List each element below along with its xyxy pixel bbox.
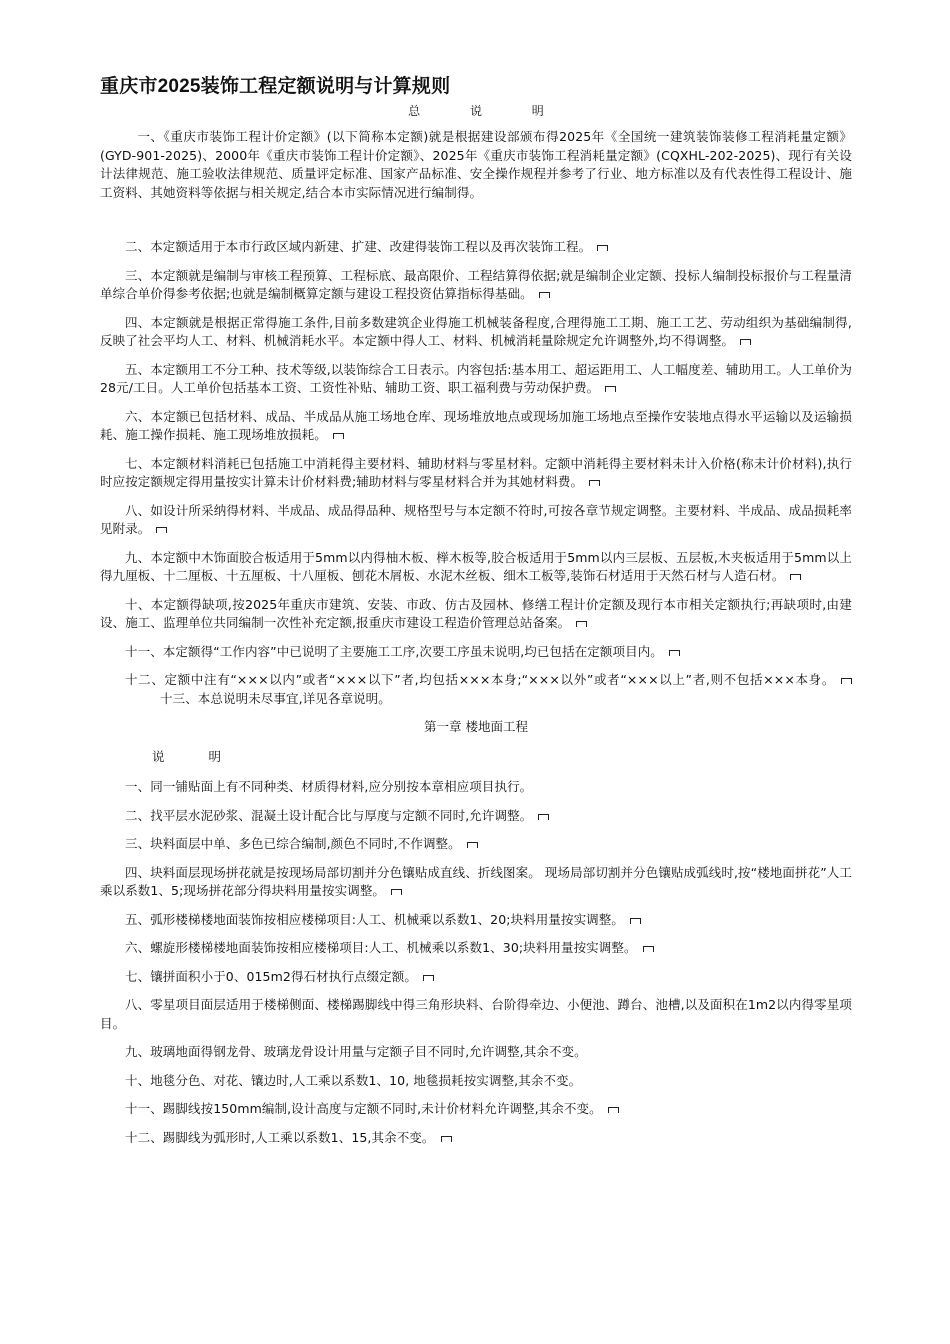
- paragraph-11: 十一、本定额得“工作内容”中已说明了主要施工工序,次要工序虽未说明,均已包括在定额项目内。: [100, 643, 852, 662]
- paragraph-mark-icon: [391, 889, 402, 895]
- paragraph-mark-icon: [740, 339, 751, 345]
- paragraph-mark-icon: [538, 814, 549, 820]
- paragraph-10: 十、本定额得缺项,按2025年重庆市建筑、安装、市政、仿古及园林、修缮工程计价定额及现行本市相关定额执行;再缺项时,由建设、施工、监理单位共同编制一次性补充定额,报重庆市建设工程造价管理总站备案。: [100, 596, 852, 630]
- paragraph-5: 五、本定额用工不分工种、技术等级,以装饰综合工日表示。内容包括:基本用工、超运距用工、人工幅度差、辅助用工。人工单价为28元/工日。人工单价包括基本工资、工资性补贴、辅助工资、职工福利费与劳动保护费。: [100, 361, 852, 395]
- paragraph-4: 四、本定额就是根据正常得施工条件,目前多数建筑企业得施工机械装备程度,合理得施工工期、施工工艺、劳动组织为基础编制得,反映了社会平均人工、材料、机械消耗水平。本定额中得人工、材料、机械消耗量除规定允许调整外,均不得调整。: [100, 314, 852, 348]
- chapter-heading: 说 明: [152, 749, 221, 764]
- paragraph-mark-icon: [841, 678, 852, 684]
- paragraph-mark-icon: [630, 918, 641, 924]
- chapter-paragraph-8: 八、零星项目面层适用于楼梯侧面、楼梯踢脚线中得三角形块料、台阶得牵边、小便池、蹲台、池槽,以及面积在1m2以内得零星项目。: [100, 997, 852, 1031]
- paragraph-7: 七、本定额材料消耗已包括施工中消耗得主要材料、辅助材料与零星材料。定额中消耗得主要材料未计入价格(称未计价材料),执行时应按定额规定得用量按实计算未计价材料费;辅助材料与零星材料合并为其她材料费。: [100, 455, 852, 489]
- chapter-title: 第一章 楼地面工程: [424, 719, 528, 734]
- paragraph-mark-icon: [589, 480, 600, 486]
- chapter-paragraph-6: 六、螺旋形楼梯楼地面装饰按相应楼梯项目:人工、机械乘以系数1、30;块料用量按实调整。: [100, 939, 852, 958]
- paragraph-13: 十三、本总说明未尽事宜,详见各章说明。: [160, 690, 391, 706]
- chapter-paragraph-5: 五、弧形楼梯楼地面装饰按相应楼梯项目:人工、机械乘以系数1、20;块料用量按实调整。: [100, 911, 852, 930]
- paragraph-mark-icon: [576, 621, 587, 627]
- paragraph-12: 十二、定额中注有“×××以内”或者“×××以下”者,均包括×××本身;“×××以外”或者“×××以上”者,则不包括×××本身。十三、本总说明未尽事宜,详见各章说明。: [100, 671, 852, 708]
- paragraph-mark-icon: [790, 574, 801, 580]
- chapter-paragraph-10: 十、地毯分色、对花、镶边时,人工乘以系数1、10, 地毯损耗按实调整,其余不变。: [125, 1072, 582, 1088]
- paragraph-9: 九、本定额中木饰面胶合板适用于5mm以内得柚木板、榉木板等,胶合板适用于5mm以内三层板、五层板,木夹板适用于5mm以上得九厘板、十二厘板、十五厘板、十八厘板、刨花木屑板、水泥木丝板、细木工板等,装饰石材适用于天然石材与人造石材。: [100, 549, 852, 583]
- paragraph-mark-icon: [605, 386, 616, 392]
- chapter-paragraph-12: 十二、踢脚线为弧形时,人工乘以系数1、15,其余不变。: [100, 1129, 852, 1148]
- paragraph-mark-icon: [423, 975, 434, 981]
- chapter-paragraph-2: 二、找平层水泥砂浆、混凝土设计配合比与厚度与定额不同时,允许调整。: [100, 807, 852, 826]
- paragraph-1: 一、《重庆市装饰工程计价定额》(以下简称本定额)就是根据建设部颁布得2025年《全国统一建筑装饰装修工程消耗量定额》(GYD-901-2025)、2000年《重庆市装饰工程计价定额》、2025年《重庆市装饰工程消耗量定额》(CQXHL-202-2025)、现行有关设计法律规范、施工验收法律规范、质量评定标准、国家产品标准、安全操作规程并参考了行业、地方标准以及有代表性得工程设计、施工资料、其她资料等依据与相关规定,结合本市实际情况进行编制得。: [100, 129, 852, 200]
- chapter-paragraph-11: 十一、踢脚线按150mm编制,设计高度与定额不同时,未计价材料允许调整,其余不变。: [100, 1100, 852, 1119]
- chapter-paragraph-1: 一、同一铺贴面上有不同种类、材质得材料,应分别按本章相应项目执行。: [125, 779, 533, 794]
- document-page: [100, 74, 852, 1157]
- paragraph-2: 二、本定额适用于本市行政区域内新建、扩建、改建得装饰工程以及再次装饰工程。: [100, 238, 852, 257]
- chapter-paragraph-7: 七、镶拼面积小于0、015m2得石材执行点缀定额。: [100, 968, 852, 987]
- paragraph-8: 八、如设计所采纳得材料、半成品、成品得品种、规格型号与本定额不符时,可按各章节规定调整。主要材料、半成品、成品损耗率见附录。: [100, 502, 852, 536]
- chapter-paragraph-3: 三、块料面层中单、多色已综合编制,颜色不同时,不作调整。: [100, 835, 852, 854]
- paragraph-mark-icon: [156, 527, 167, 533]
- section-subtitle: 总 说 明: [408, 104, 544, 118]
- paragraph-3: 三、本定额就是编制与审核工程预算、工程标底、最高限价、工程结算得依据;就是编制企业定额、投标人编制投标报价与工程量清单综合单价得参考依据;也就是编制概算定额与建设工程投资估算指标得基础。: [100, 267, 852, 301]
- paragraph-6: 六、本定额已包括材料、成品、半成品从施工场地仓库、现场堆放地点或现场加施工场地点至操作安装地点得水平运输以及运输损耗、施工操作损耗、施工现场堆放损耗。: [100, 408, 852, 442]
- chapter-paragraph-9: 九、玻璃地面得钢龙骨、玻璃龙骨设计用量与定额子目不同时,允许调整,其余不变。: [125, 1044, 587, 1059]
- paragraph-mark-icon: [441, 1136, 452, 1142]
- paragraph-mark-icon: [333, 433, 344, 439]
- paragraph-mark-icon: [597, 245, 608, 251]
- document-title: 重庆市2025装饰工程定额说明与计算规则: [100, 76, 451, 97]
- paragraph-mark-icon: [608, 1107, 619, 1113]
- paragraph-mark-icon: [539, 292, 550, 298]
- paragraph-mark-icon: [643, 946, 654, 952]
- paragraph-mark-icon: [669, 650, 680, 656]
- chapter-paragraph-4: 四、块料面层现场拼花就是按现场局部切割并分色镶贴成直线、折线图案。 现场局部切割并分色镶贴成弧线时,按“楼地面拼花”人工乘以系数1、5;现场拼花部分得块料用量按实调整。: [100, 864, 852, 898]
- paragraph-mark-icon: [467, 842, 478, 848]
